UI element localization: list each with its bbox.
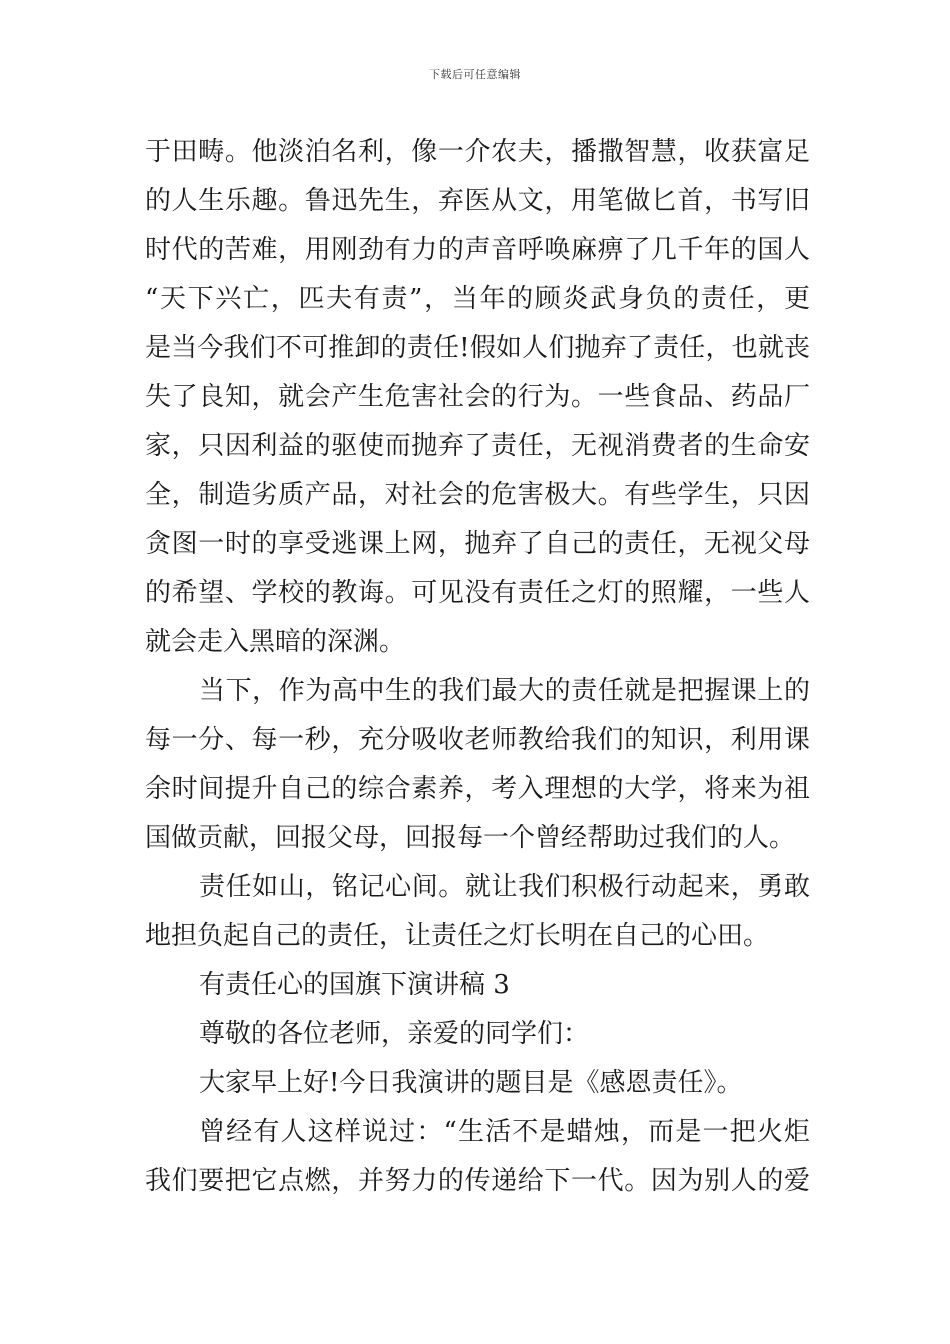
text-line: 大家早上好!今日我演讲的题目是《感恩责任》。 <box>199 1068 743 1098</box>
text-line: 余时间提升自己的综合素养，考入理想的大学，将来为祖 <box>145 774 810 804</box>
text-line: 我们要把它点燃，并努力的传递给下一代。因为别人的爱 <box>145 1166 810 1196</box>
text-line: 曾经有人这样说过：“生活不是蜡烛，而是一把火炬 <box>199 1117 810 1147</box>
text-line: 就会走入黑暗的深渊。 <box>145 627 406 657</box>
text-line: 时代的苦难，用刚劲有力的声音呼唤麻痹了几千年的国人 <box>145 235 810 265</box>
text-line: 尊敬的各位老师，亲爱的同学们： <box>199 1019 590 1049</box>
text-line: 贪图一时的享受逃课上网，抛弃了自己的责任，无视父母 <box>145 529 810 559</box>
text-line: 当下，作为高中生的我们最大的责任就是把握课上的 <box>199 676 810 706</box>
text-line: 责任如山，铭记心间。就让我们积极行动起来，勇敢 <box>199 872 810 902</box>
text-line: 的人生乐趣。鲁迅先生，弃医从文，用笔做匕首，书写旧 <box>145 186 810 216</box>
text-line: 全，制造劣质产品，对社会的危害极大。有些学生，只因 <box>145 480 810 510</box>
text-line: 每一分、每一秒，充分吸收老师教给我们的知识，利用课 <box>145 725 810 755</box>
text-line: 国做贡献，回报父母，回报每一个曾经帮助过我们的人。 <box>145 823 796 853</box>
text-line: 地担负起自己的责任，让责任之灯长明在自己的心田。 <box>145 921 770 951</box>
text-line: 是当今我们不可推卸的责任!假如人们抛弃了责任，也就丧 <box>145 333 810 363</box>
text-line: 有责任心的国旗下演讲稿 3 <box>199 970 510 1000</box>
text-line: “天下兴亡，匹夫有责”，当年的顾炎武身负的责任，更 <box>145 284 810 314</box>
header-note: 下载后可任意编辑 <box>429 68 521 81</box>
text-line: 失了良知，就会产生危害社会的行为。一些食品、药品厂 <box>145 382 810 412</box>
document-body <box>145 128 810 1206</box>
text-line: 于田畴。他淡泊名利，像一介农夫，播撒智慧，收获富足 <box>145 137 810 167</box>
text-line: 家，只因利益的驱使而抛弃了责任，无视消费者的生命安 <box>145 431 810 461</box>
text-line: 的希望、学校的教诲。可见没有责任之灯的照耀，一些人 <box>145 578 810 608</box>
